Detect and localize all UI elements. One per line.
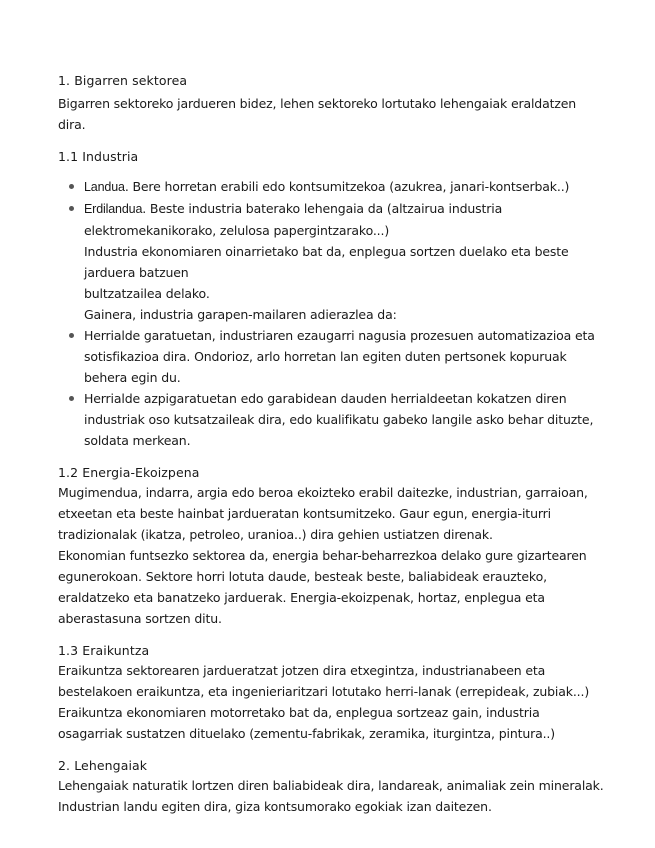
section-1-3-paragraph: Eraikuntza ekonomiaren motorretako bat da, enplegua sortzeaz gain, industria osagarriak sustatzen dituelako (zementu-fabrikak, zeramika, iturgintza, pintura..) [58, 705, 555, 741]
list-item [58, 325, 606, 388]
document-page [58, 72, 606, 817]
bullet-icon [69, 333, 74, 338]
list-item-extra-text: Industria ekonomiaren oinarrietako bat da, enplegua sortzen duelako eta beste jarduera batzuen [84, 244, 569, 280]
list-item [58, 176, 606, 198]
list-item-text: . Bere horretan erabili edo kontsumitzekoa (azukrea, janari-kontserbak..) [124, 179, 570, 194]
list-item-text: . Beste industria baterako lehengaia da (altzairua industria elektromekanikorako, zelulosa papergintzarako...) [84, 201, 503, 238]
section-1-heading: 1. Bigarren sektorea [58, 73, 188, 88]
section-1-1-heading: 1.1 Industria [58, 149, 139, 164]
section-1-text: Bigarren sektoreko jardueren bidez, lehen sektoreko lortutako lehengaiak eraldatzen dira. [58, 96, 577, 132]
list-item-term: Erdilandua [84, 202, 143, 216]
industria-list [58, 176, 606, 451]
bullet-icon [69, 184, 74, 189]
section-2-text: Lehengaiak naturatik lortzen diren baliabideak dira, landareak, animaliak zein mineralak. Industrian landu egiten dira, giza kontsumorako egokiak izan daitezen. [58, 778, 604, 814]
list-item [58, 388, 606, 451]
section-1-3-paragraph: Eraikuntza sektorearen jardueratzat jotzen dira etxegintza, industrianabeen eta bestelakoen eraikuntza, eta ingenieriaritzari lotutako herri-lanak (errepideak, zubiak...) [58, 663, 590, 699]
section-1-3-heading: 1.3 Eraikuntza [58, 643, 150, 658]
bullet-icon [69, 206, 74, 211]
list-item-text: Herrialde azpigaratuetan edo garabidean dauden herrialdeetan kokatzen diren industriak oso kutsatzaileak dira, edo kualifikatu gabeko langile asko behar dituzte, soldata merkean. [84, 391, 594, 448]
section-1-2-paragraph: Mugimendua, indarra, argia edo beroa ekoizteko erabil daitezke, industrian, garraioan, etxeetan eta beste hainbat jardueratan kontsumitzeko. Gaur egun, energia-iturri tradizionalak (ikatza, petroleo, uranioa..) dira gehien ustiatzen direnak. [58, 485, 588, 542]
section-2-heading: 2. Lehengaiak [58, 758, 148, 773]
list-item-extra-text: bultzatzailea delako. [84, 286, 210, 301]
bullet-icon [69, 396, 74, 401]
section-1-2-paragraph: Ekonomian funtsezko sektorea da, energia behar-beharrezkoa delako gure gizartearen egunerokoan. Sektore horri lotuta daude, besteak beste, baliabideak erauzteko, eraldatzeko eta banatzeko jarduerak. Energia-ekoizpenak, hortaz, enplegua eta aberastasuna sortzen ditu. [58, 548, 587, 626]
list-item-term: Landua [84, 180, 125, 194]
section-1-2-heading: 1.2 Energia-Ekoizpena [58, 465, 200, 480]
list-item-text: Herrialde garatuetan, industriaren ezaugarri nagusia prozesuen automatizazioa eta sotisfikazioa dira. Ondorioz, arlo horretan lan egiten duten pertsonek kopuruak behera egin du. [84, 328, 595, 385]
list-item-extra-text: Gainera, industria garapen-mailaren adierazlea da: [84, 307, 397, 322]
list-item [58, 198, 606, 325]
